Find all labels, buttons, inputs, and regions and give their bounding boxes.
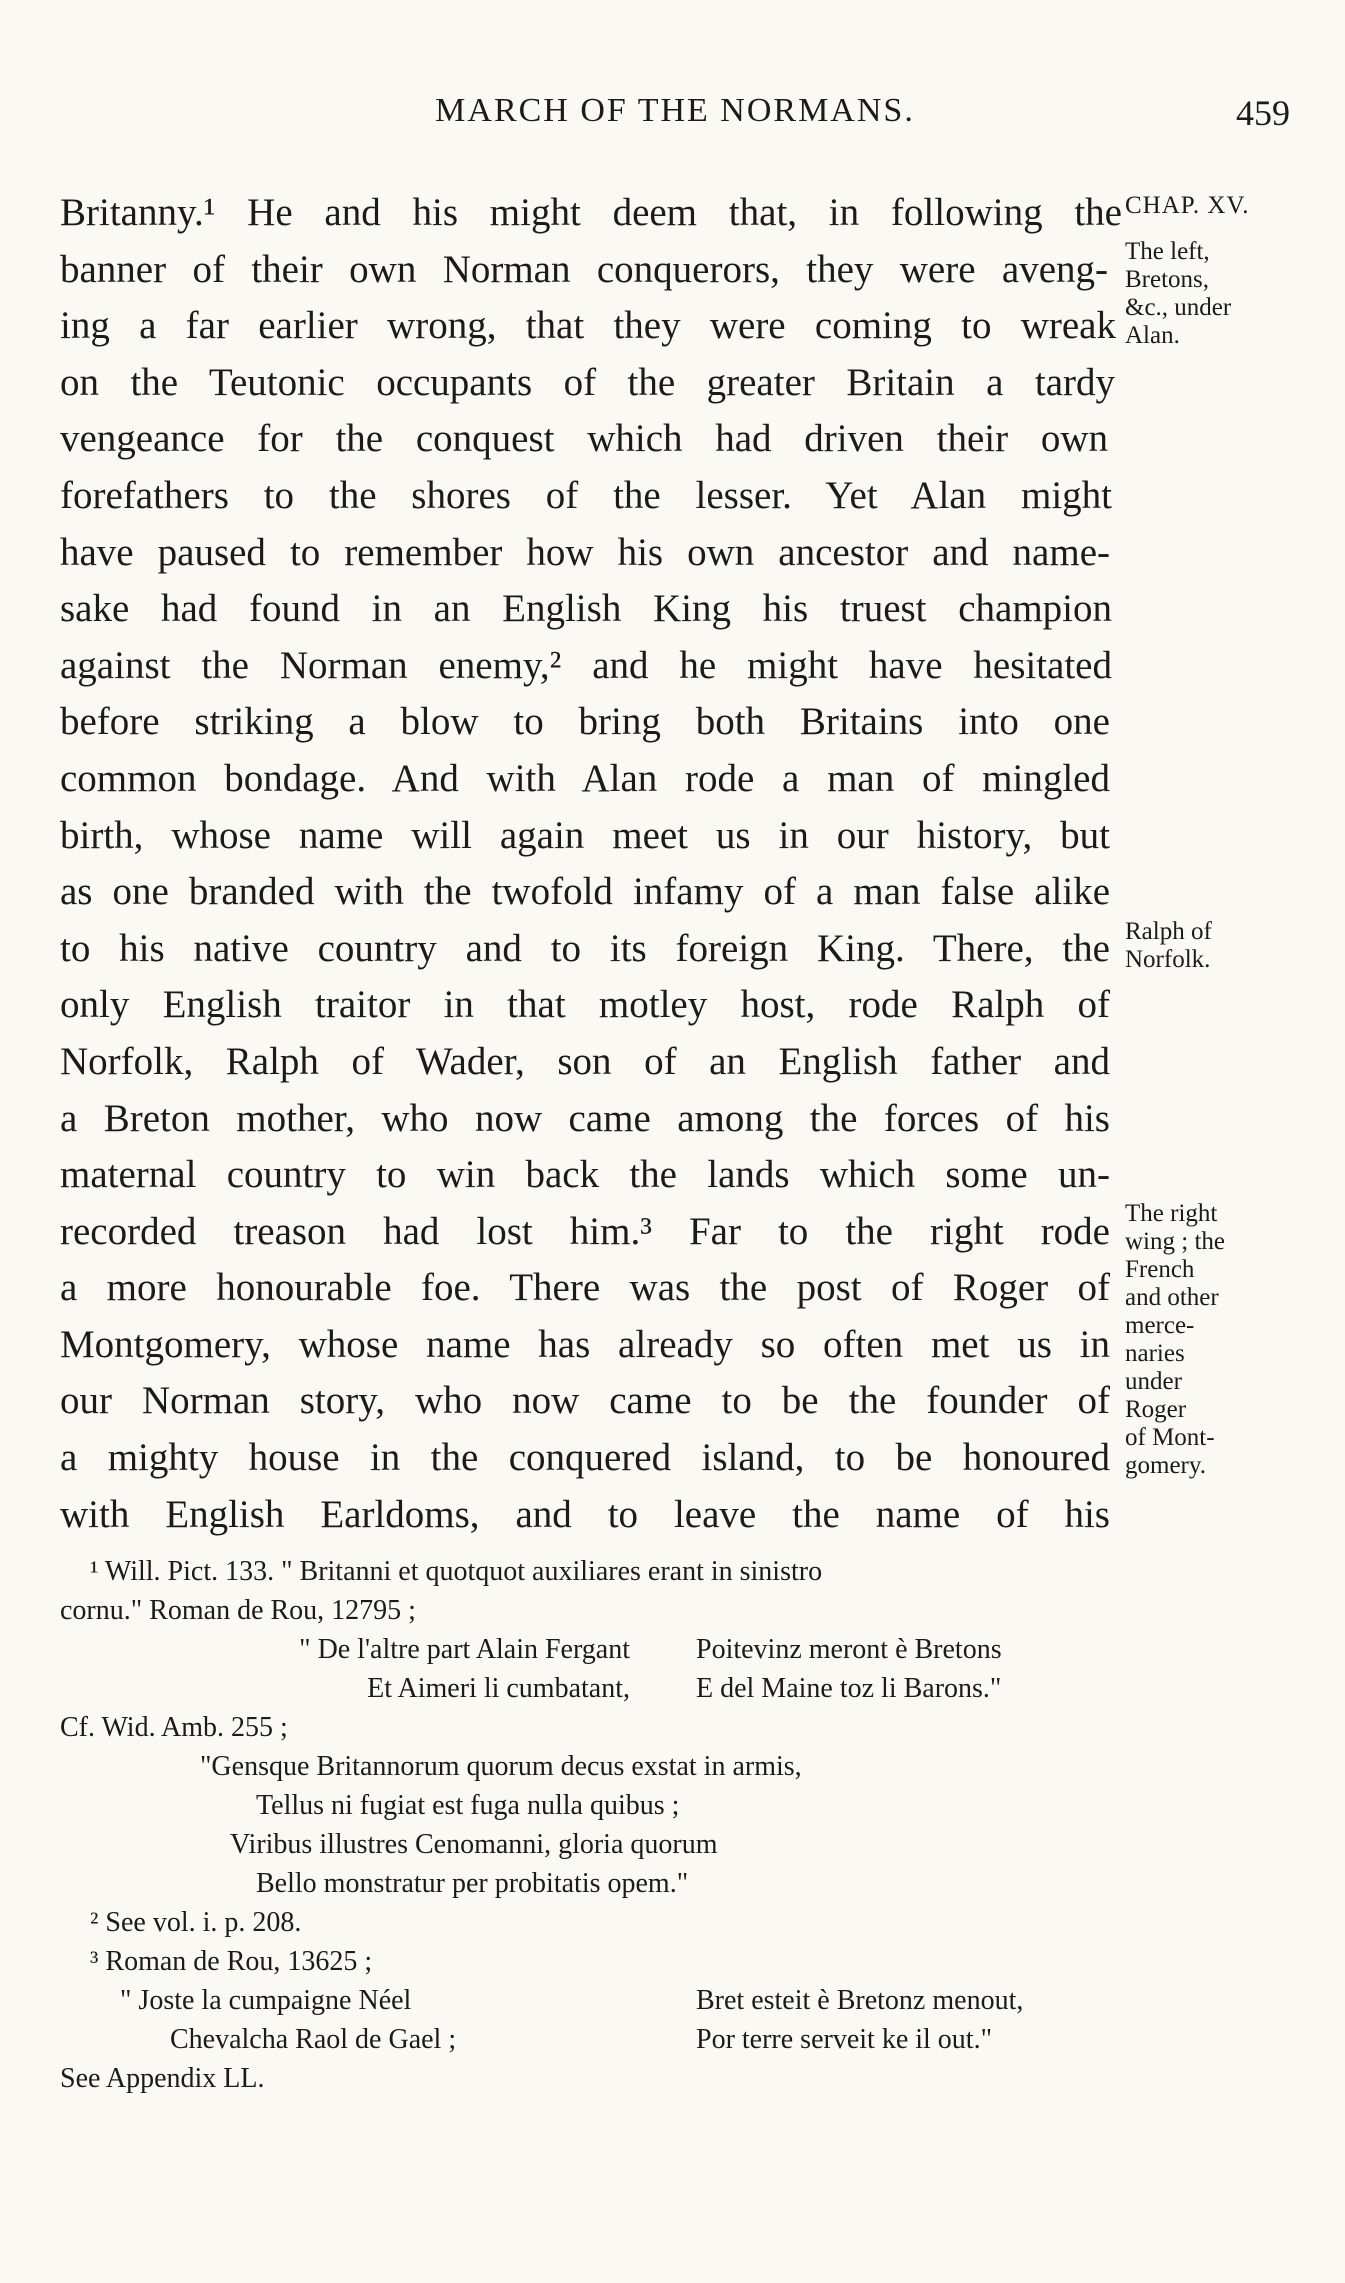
running-title: MARCH OF THE NORMANS. [435,92,915,129]
margin-note-line: and other [1125,1284,1219,1311]
body-line: Montgomery, whose name has already so often met us in [60,1322,1110,1366]
footnote-1-line: cornu." Roman de Rou, 12795 ; [60,1595,416,1626]
margin-note-line: French [1125,1256,1195,1283]
body-line: as one branded with the twofold infamy of a man false alike [60,870,1110,914]
verse-line: "Gensque Britannorum quorum decus exstat in armis, [200,1751,802,1782]
body-line: on the Teutonic occupants of the greater Britain a tardy [60,360,1115,404]
margin-note-line: CHAP. XV. [1125,192,1250,219]
margin-note-line: under [1125,1368,1182,1395]
body-line: to his native country and to its foreign King. There, the [60,926,1110,970]
body-line: Norfolk, Ralph of Wader, son of an English father and [60,1039,1110,1083]
verse-left: " Joste la cumpaigne Néel [120,1985,412,2016]
margin-note-line: Norfolk. [1125,946,1211,973]
body-line: only English traitor in that motley host, rode Ralph of [60,983,1110,1027]
footnote-1-line: ¹ Will. Pict. 133. " Britanni et quotquot auxiliares erant in sinistro [90,1556,823,1587]
margin-note-right-wing [1125,1200,1285,1480]
body-line: before striking a blow to bring both Britains into one [60,700,1110,744]
margin-note-line: Roger [1125,1396,1187,1423]
verse-line: Tellus ni fugiat est fuga nulla quibus ; [256,1790,680,1821]
verse-left: " De l'altre part Alain Fergant [299,1634,630,1665]
margin-note-line: &c., under [1125,294,1232,321]
margin-note-chapter [1125,192,1285,220]
margin-note-line: gomery. [1125,1452,1206,1479]
body-text [60,185,1122,1543]
margin-note-line: Ralph of [1125,918,1212,945]
body-line: a Breton mother, who now came among the forces of his [60,1096,1110,1140]
body-line: common bondage. And with Alan rode a man of mingled [60,756,1110,800]
footnote-3: ³ Roman de Rou, 13625 ; [90,1946,373,1977]
verse-right: Poitevinz meront è Bretons [696,1634,1002,1665]
body-line: Britanny.¹ He and his might deem that, in following the [60,191,1122,234]
verse-row [60,2020,1140,2059]
body-line: have paused to remember how his own ancestor and name- [60,530,1110,574]
body-line: vengeance for the conquest which had driven their own [60,417,1108,461]
verse-right: Por terre serveit ke il out." [696,2024,993,2055]
verse-row [60,1630,1140,1669]
body-line: sake had found in an English King his truest champion [60,587,1112,631]
body-line: a more honourable foe. There was the post of Roger of [60,1266,1110,1310]
margin-note-line: wing ; the [1125,1228,1225,1255]
appendix-reference: See Appendix LL. [60,2063,265,2094]
running-header [60,92,1290,142]
body-line: a mighty house in the conquered island, to be honoured [60,1436,1110,1480]
verse-left: Chevalcha Raol de Gael ; [170,2024,457,2055]
body-line: forefathers to the shores of the lesser. Yet Alan might [60,473,1112,517]
margin-note-line: of Mont- [1125,1424,1215,1451]
body-line: ing a far earlier wrong, that they were coming to wreak [60,304,1116,348]
body-line: our Norman story, who now came to be the founder of [60,1379,1110,1423]
body-line: maternal country to win back the lands which some un- [60,1153,1110,1197]
footnotes [60,1552,1140,2098]
cf-reference: Cf. Wid. Amb. 255 ; [60,1712,288,1743]
margin-note-line: Alan. [1125,322,1180,349]
body-line: against the Norman enemy,² and he might have hesitated [60,643,1112,687]
margin-note-line: The right [1125,1200,1218,1227]
verse-line: Viribus illustres Cenomanni, gloria quorum [230,1829,718,1860]
verse-line: Bello monstratur per probitatis opem." [256,1868,689,1899]
footnote-2: ² See vol. i. p. 208. [90,1907,302,1938]
verse-row [60,1981,1140,2020]
margin-note-line: The left, [1125,238,1210,265]
body-line: banner of their own Norman conquerors, they were aveng- [60,247,1108,291]
margin-note-ralph [1125,918,1285,974]
verse-right: E del Maine toz li Barons." [696,1673,1002,1704]
verse-left: Et Aimeri li cumbatant, [367,1673,630,1704]
margin-note-line: Bretons, [1125,266,1210,293]
margin-note-line: merce- [1125,1312,1195,1339]
body-line: with English Earldoms, and to leave the name of his [60,1492,1110,1536]
verse-right: Bret esteit è Bretonz menout, [696,1985,1024,2016]
margin-note-left-wing [1125,238,1285,350]
margin-note-line: naries [1125,1340,1185,1367]
body-line: birth, whose name will again meet us in our history, but [60,813,1110,857]
verse-row [60,1669,1140,1708]
page-number: 459 [1236,93,1290,133]
body-line: recorded treason had lost him.³ Far to the right rode [60,1209,1110,1253]
